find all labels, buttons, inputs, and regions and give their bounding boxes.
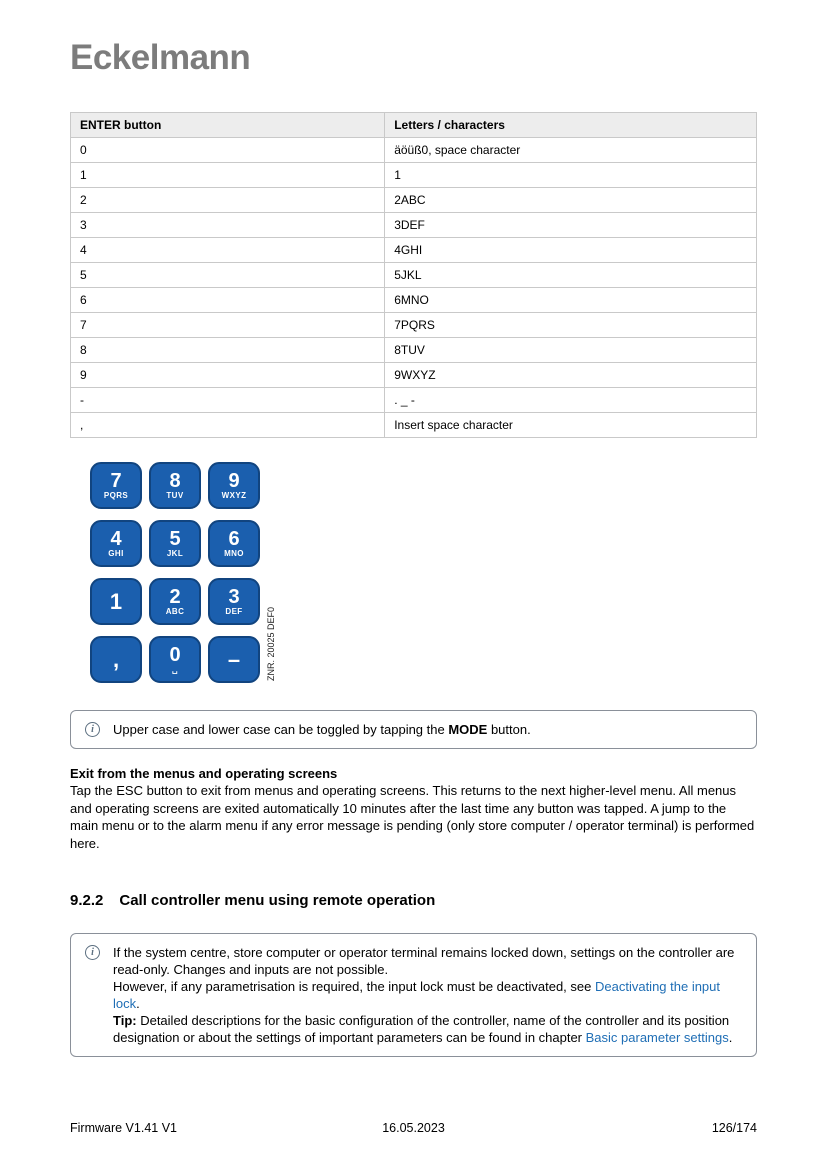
- letters-cell: 3DEF: [385, 213, 757, 238]
- table-row: [71, 163, 757, 188]
- key-letters: WXYZ: [221, 491, 247, 500]
- note-p3-text: Detailed descriptions for the basic configuration of the controller, name of the controller and its position designation or about the settings of important parameters can be found in chapter: [113, 1013, 730, 1045]
- key-letters: ABC: [165, 607, 185, 616]
- key-letters: PQRS: [103, 491, 129, 500]
- key-digit: –: [227, 646, 241, 672]
- info-icon: i: [85, 722, 100, 737]
- table-row: [71, 263, 757, 288]
- keypad-button-3: [208, 578, 260, 625]
- key-digit: 6: [228, 528, 240, 550]
- note-p2-post: .: [136, 996, 140, 1011]
- key-digit: 8: [169, 470, 181, 492]
- enter-button-cell: 6: [71, 288, 385, 313]
- table-row: [71, 238, 757, 263]
- letters-cell: äöüß0, space character: [385, 138, 757, 163]
- keypad-button-7: [90, 462, 142, 509]
- info-note-text: [113, 721, 531, 738]
- table-row: [71, 138, 757, 163]
- letters-cell: 7PQRS: [385, 313, 757, 338]
- keypad-button-dash: [208, 636, 260, 683]
- key-letters: DEF: [225, 607, 243, 616]
- letters-cell: 8TUV: [385, 338, 757, 363]
- letters-cell: 4GHI: [385, 238, 757, 263]
- keypad-button-comma: [90, 636, 142, 683]
- key-letters: GHI: [108, 549, 124, 558]
- key-letters: JKL: [166, 549, 184, 558]
- enter-button-cell: 5: [71, 263, 385, 288]
- table-row: [71, 388, 757, 413]
- basic-parameter-settings-link[interactable]: Basic parameter settings: [585, 1030, 729, 1045]
- keypad-illustration: [90, 462, 276, 683]
- enter-button-cell: 4: [71, 238, 385, 263]
- note-p3-post: .: [728, 1030, 733, 1045]
- keypad-button-4: [90, 520, 142, 567]
- note-paragraph-2: [113, 978, 742, 1012]
- enter-button-characters-table: [70, 112, 757, 438]
- column-header-letters: Letters / characters: [385, 113, 757, 138]
- key-digit: 7: [110, 470, 122, 492]
- enter-button-cell: 3: [71, 213, 385, 238]
- enter-button-cell: 7: [71, 313, 385, 338]
- section-title: Call controller menu using remote operation: [119, 892, 436, 909]
- note-paragraph-3: [113, 1012, 742, 1046]
- footer-page-number: 126/174: [711, 1121, 757, 1135]
- enter-button-cell: 0: [71, 138, 385, 163]
- mode-button-label: MODE: [448, 722, 488, 737]
- footer-date: 16.05.2023: [382, 1121, 445, 1135]
- keypad-button-2: [149, 578, 201, 625]
- letters-cell: . _ -: [385, 388, 757, 413]
- note-paragraph-1: If the system centre, store computer or operator terminal remains locked down, settings on the controller are read-only. Changes and inputs are not possible.: [113, 945, 735, 977]
- table-row: [71, 413, 757, 438]
- note-text-pre: Upper case and lower case can be toggled by tapping the: [113, 722, 449, 737]
- column-header-enter-button: ENTER button: [71, 113, 385, 138]
- key-digit: 9: [228, 470, 240, 492]
- key-digit: 4: [110, 528, 122, 550]
- keypad-button-0: [149, 636, 201, 683]
- table-row: [71, 338, 757, 363]
- enter-button-cell: 2: [71, 188, 385, 213]
- section-number: 9.2.2: [70, 892, 104, 909]
- note-text-post: button.: [487, 722, 531, 737]
- drawing-number-label: ZNR. 20025 DEF0: [266, 606, 276, 681]
- key-digit: ,: [112, 646, 120, 672]
- keypad-grid: [90, 462, 260, 683]
- info-note-mode: [70, 710, 757, 749]
- note-p2-text: However, if any parametrisation is required, the input lock must be deactivated, see: [113, 979, 595, 994]
- eckelmann-logo: Eckelmann: [70, 38, 251, 77]
- key-letters: MNO: [224, 549, 244, 558]
- keypad-button-6: [208, 520, 260, 567]
- letters-cell: 9WXYZ: [385, 363, 757, 388]
- table-header-row: [71, 113, 757, 138]
- key-digit: 5: [169, 528, 181, 550]
- key-letters: TUV: [166, 491, 184, 500]
- deactivating-input-lock-link[interactable]: Deactivating the input lock: [113, 979, 721, 1011]
- tip-label: Tip:: [113, 1013, 137, 1028]
- enter-button-cell: 8: [71, 338, 385, 363]
- info-note-remote-operation: [70, 933, 757, 1057]
- key-digit: 2: [169, 586, 181, 608]
- exit-section-heading: Exit from the menus and operating screens: [70, 766, 338, 781]
- table-row: [71, 313, 757, 338]
- letters-cell: Insert space character: [385, 413, 757, 438]
- key-digit: 1: [109, 588, 123, 614]
- keypad-button-1: [90, 578, 142, 625]
- letters-cell: 5JKL: [385, 263, 757, 288]
- keypad-button-8: [149, 462, 201, 509]
- page-footer: [70, 1121, 757, 1135]
- section-922-heading: [70, 892, 757, 909]
- key-digit: 0: [169, 644, 181, 666]
- table-row: [71, 363, 757, 388]
- letters-cell: 1: [385, 163, 757, 188]
- table-row: [71, 213, 757, 238]
- table-row: [71, 288, 757, 313]
- exit-section-body: Tap the ESC button to exit from menus and operating screens. This returns to the next higher-level menu. All menus and operating screens are exited automatically 10 minutes after the last time any button was tapped. A jump to the main menu or to the alarm menu if any error message is pending (only store computer / operator terminal) is performed here.: [70, 783, 755, 851]
- key-letters: ␣: [171, 665, 179, 674]
- enter-button-cell: 9: [71, 363, 385, 388]
- info-icon: i: [85, 945, 100, 960]
- footer-firmware-version: Firmware V1.41 V1: [70, 1121, 177, 1135]
- enter-button-cell: ,: [71, 413, 385, 438]
- info-note-text: [113, 944, 742, 1046]
- table-row: [71, 188, 757, 213]
- enter-button-cell: -: [71, 388, 385, 413]
- key-digit: 3: [228, 586, 240, 608]
- letters-cell: 2ABC: [385, 188, 757, 213]
- letters-cell: 6MNO: [385, 288, 757, 313]
- keypad-button-9: [208, 462, 260, 509]
- keypad-button-5: [149, 520, 201, 567]
- enter-button-cell: 1: [71, 163, 385, 188]
